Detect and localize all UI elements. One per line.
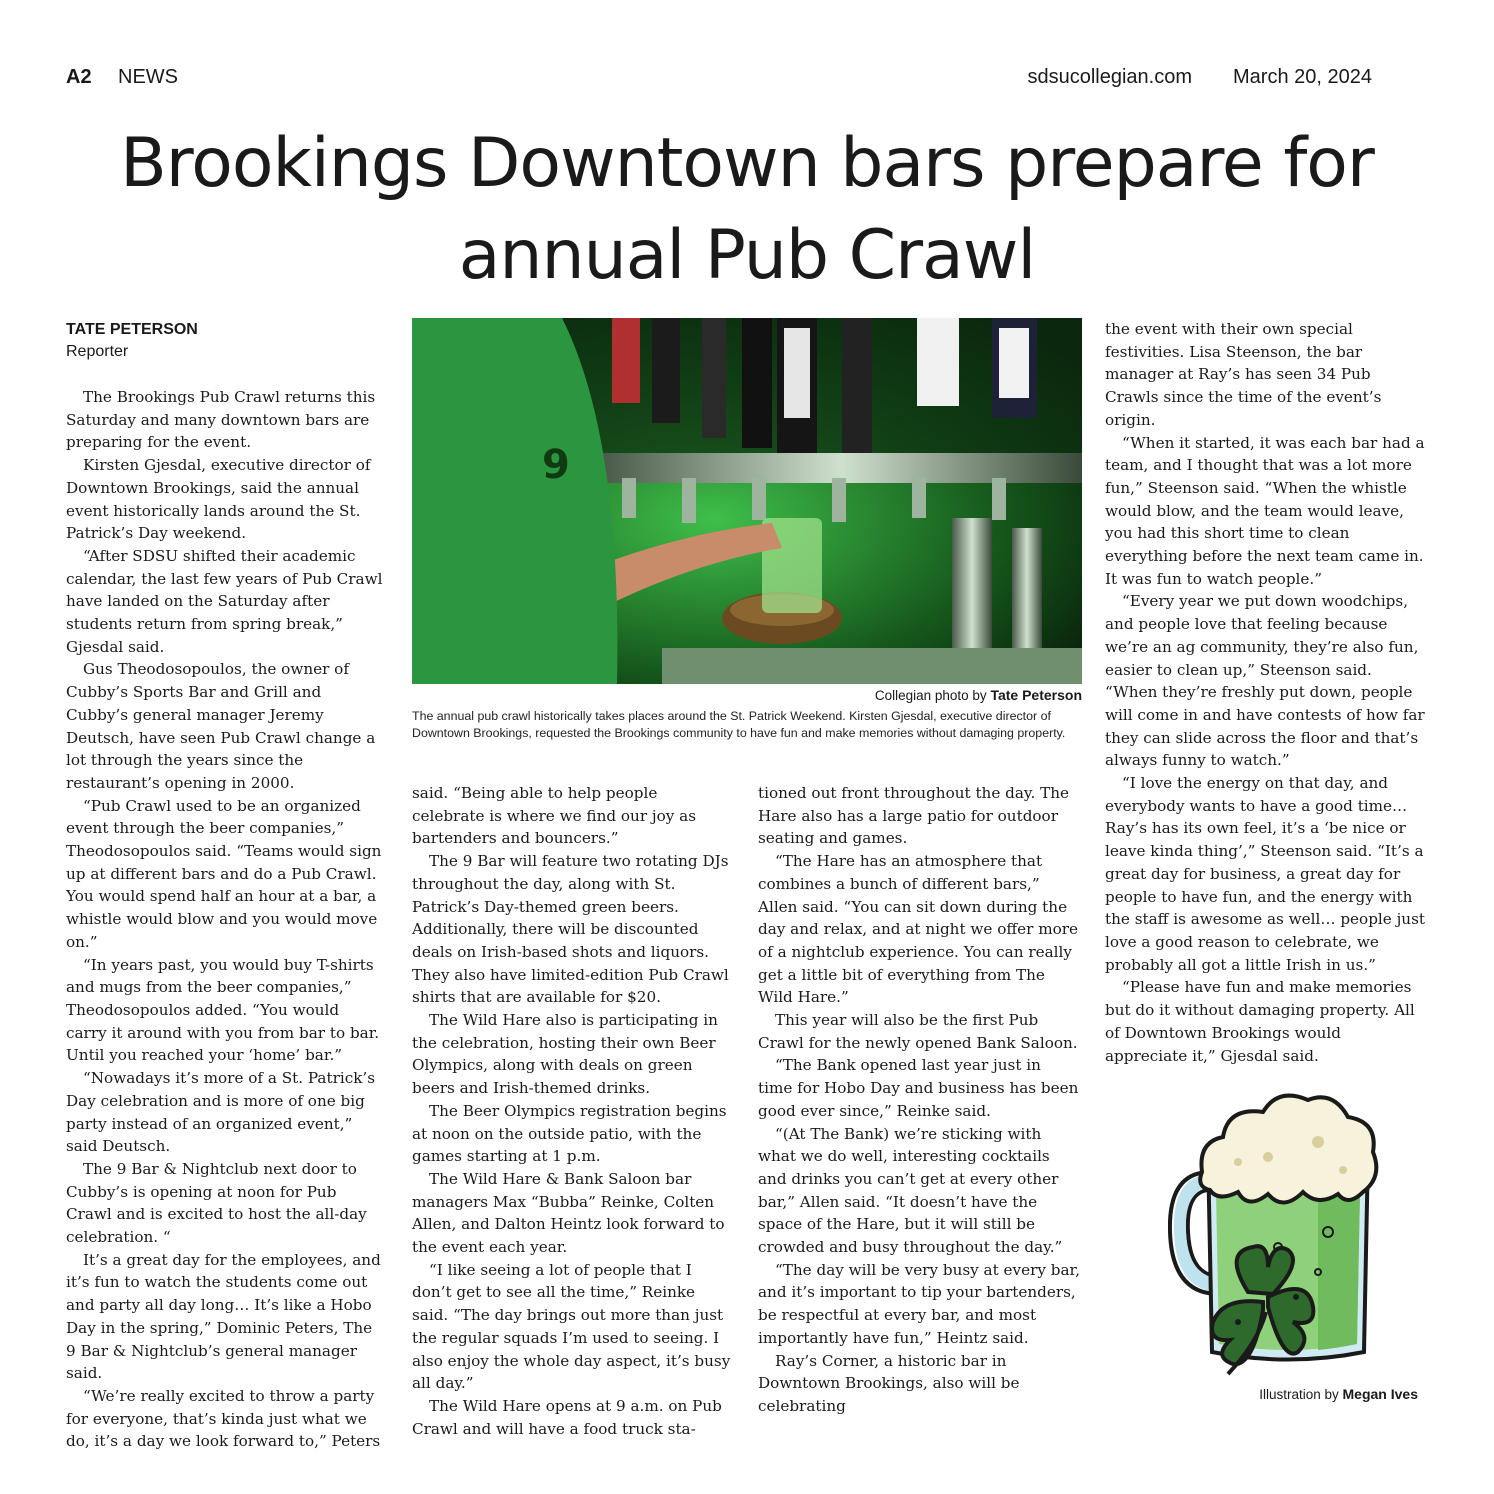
paragraph: “I love the energy on that day, and everybody wants to have a good time… Ray’s has its own feel, it’s a ‘be nice or leave kinda thing’,” Steenson said. “It’s a great day for business, a great day for people to have fun, and the energy with the staff is awesome as well… people just love a good reason to celebrate, we probably all got a little Irish in us.” bbox=[1105, 774, 1425, 974]
paragraph: “The day will be very busy at every bar, and it’s important to tip your bartenders, be respectful at every bar, and most importantly have fun,” Heintz said. bbox=[758, 1260, 1080, 1347]
beer-mug-illustration bbox=[1168, 1082, 1418, 1380]
photo-caption: The annual pub crawl historically takes places around the St. Patrick Weekend. Kirsten Gjesdal, executive director of Downtown Brookings, requested the Brookings community to have fun and make memories without damaging property. bbox=[412, 709, 1066, 740]
illustration-credit-prefix: Illustration by bbox=[1259, 1387, 1339, 1402]
paragraph: “The Bank opened last year just in time for Hobo Day and business has been good ever since,” Reinke said. bbox=[758, 1056, 1079, 1120]
photo-credit-prefix: Collegian photo by bbox=[874, 688, 987, 703]
beer-tap-photo-illustration bbox=[412, 318, 1082, 684]
paragraph: “(At The Bank) we’re sticking with what we do well, interesting cocktails and drinks you can’t get at every other bar,” Allen said. “It doesn’t have the space of the Hare, but it will still be crowded and busy throughout the day.” bbox=[758, 1124, 1063, 1257]
site-url[interactable]: sdsucollegian.com bbox=[1027, 66, 1192, 88]
article-column-2 bbox=[412, 782, 734, 1440]
paragraph: The 9 Bar & Nightclub next door to Cubby’s is opening at noon for Pub Crawl and is excited to host the all-day celebration. “ bbox=[66, 1159, 367, 1247]
issue-date: March 20, 2024 bbox=[1233, 66, 1372, 88]
paragraph: Kirsten Gjesdal, executive director of Downtown Brookings, said the annual event historically lands around the St. Patrick’s Day weekend. bbox=[66, 456, 371, 543]
paragraph: “After SDSU shifted their academic calendar, the last few years of Pub Crawl have landed on the Saturday after students return from spring break,” Gjesdal said. bbox=[66, 546, 383, 656]
illustration-credit bbox=[1180, 1385, 1418, 1404]
article-column-4 bbox=[1105, 318, 1427, 1067]
article-column-3 bbox=[758, 782, 1080, 1418]
paragraph: The Brookings Pub Crawl returns this Saturday and many downtown bars are preparing for the event. bbox=[66, 388, 376, 452]
paragraph: “Every year we put down woodchips, and people love that feeling because we’re an ag community, they’re also fun, easier to clean up,” Steenson said. “When they’re freshly put down, people will come in and have contests of how far they can slide across the floor and that’s always funny to watch.” bbox=[1105, 592, 1425, 770]
paragraph: “Pub Crawl used to be an organized event through the beer companies,” Theodosopoulos said. “Teams would sign up at different bars and do a Pub Crawl. You would spend half an hour at a bar, a whistle would blow and you would move on.” bbox=[66, 796, 382, 951]
paragraph: The Wild Hare also is participating in the celebration, hosting their own Beer Olympics, along with deals on green beers and Irish-themed drinks. bbox=[412, 1011, 718, 1098]
paragraph: said. “Being able to help people celebrate is where we find our joy as bartenders and bouncers.” bbox=[412, 784, 697, 848]
photo-credit bbox=[412, 686, 1082, 705]
paragraph: “Nowadays it’s more of a St. Patrick’s Day celebration and is more of one big party instead of an organized event,” said Deutsch. bbox=[66, 1069, 376, 1156]
page-number: A2 bbox=[66, 66, 92, 88]
paragraph: The Wild Hare opens at 9 a.m. on Pub Crawl and will have a food truck sta- bbox=[412, 1396, 722, 1438]
paragraph: Gus Theodosopoulos, the owner of Cubby’s Sports Bar and Grill and Cubby’s general manager Jeremy Deutsch, have seen Pub Crawl change a lot through the years since the restaurant’s opening in 2000. bbox=[66, 660, 376, 792]
photographer-name: Tate Peterson bbox=[990, 687, 1082, 703]
paragraph: Ray’s Corner, a historic bar in Downtown Brookings, also will be celebrating bbox=[758, 1351, 1020, 1415]
paragraph: “In years past, you would buy T-shirts and mugs from the beer companies,” Theodosopoulos added. “You would carry it around with you from bar to bar. Until you reached your ‘home’ bar.” bbox=[66, 955, 380, 1065]
shamrock-beer-mug-icon bbox=[1168, 1082, 1418, 1380]
paragraph: “Please have fun and make memories but do it without damaging property. All of Downtown Brookings would appreciate it,” Gjesdal said. bbox=[1105, 978, 1415, 1065]
paragraph: The Wild Hare & Bank Saloon bar managers Max “Bubba” Reinke, Colten Allen, and Dalton Heintz look forward to the event each year. bbox=[412, 1169, 725, 1257]
paragraph: “The Hare has an atmosphere that combines a bunch of different bars,” Allen said. “You can sit down during the day and relax, and at night we offer more of a nightclub experience. You can really get a little bit of everything from The Wild Hare.” bbox=[758, 852, 1079, 1007]
article-column-1 bbox=[66, 386, 384, 1453]
paragraph: tioned out front throughout the day. The Hare also has a large patio for outdoor seating and games. bbox=[758, 784, 1070, 848]
headline: Brookings Downtown bars prepare for annual Pub Crawl bbox=[120, 124, 1374, 295]
illustrator-name: Megan Ives bbox=[1342, 1386, 1418, 1402]
paragraph: The Beer Olympics registration begins at noon on the outside patio, with the games starting at 1 p.m. bbox=[412, 1101, 727, 1166]
paragraph: the event with their own special festivities. Lisa Steenson, the bar manager at Ray’s has seen 34 Pub Crawls since the time of the event’s origin. bbox=[1105, 320, 1382, 429]
byline bbox=[66, 319, 198, 363]
paragraph: “When it started, it was each bar had a team, and I thought that was a lot more fun,” Steenson said. “When the whistle would blow, and the team would leave, you had this short time to clean everything before the next team came in. It was fun to watch people.” bbox=[1105, 433, 1425, 588]
paragraph: The 9 Bar will feature two rotating DJs throughout the day, along with St. Patrick’s Day-themed green beers. Additionally, there will be discounted deals on Irish-based shots and liquors. They also have limited-edition Pub Crawl shirts that are available for $20. bbox=[412, 852, 729, 1007]
page-header bbox=[66, 66, 1372, 94]
svg-text:9: 9 bbox=[542, 442, 570, 488]
author-name: TATE PETERSON bbox=[66, 321, 198, 338]
paragraph: “I like seeing a lot of people that I don’t get to see all the time,” Reinke said. “The day brings out more than just the regular squads I’m used to seeing. I also enjoy the whole day aspect, it’s busy all day.” bbox=[412, 1260, 731, 1393]
paragraph: This year will also be the first Pub Crawl for the newly opened Bank Saloon. bbox=[758, 1011, 1078, 1052]
paragraph: It’s a great day for the employees, and it’s fun to watch the students come out and party all day long… It’s like a Hobo Day in the spring,” Dominic Peters, The 9 Bar & Nightclub’s general manager said. bbox=[66, 1250, 381, 1383]
section-name: NEWS bbox=[118, 66, 178, 88]
news-photo bbox=[412, 318, 1082, 684]
paragraph: “We’re really excited to throw a party for everyone, that’s kinda just what we do, it’s a day we look forward to,” Peters bbox=[66, 1386, 381, 1451]
author-role: Reporter bbox=[66, 343, 129, 360]
